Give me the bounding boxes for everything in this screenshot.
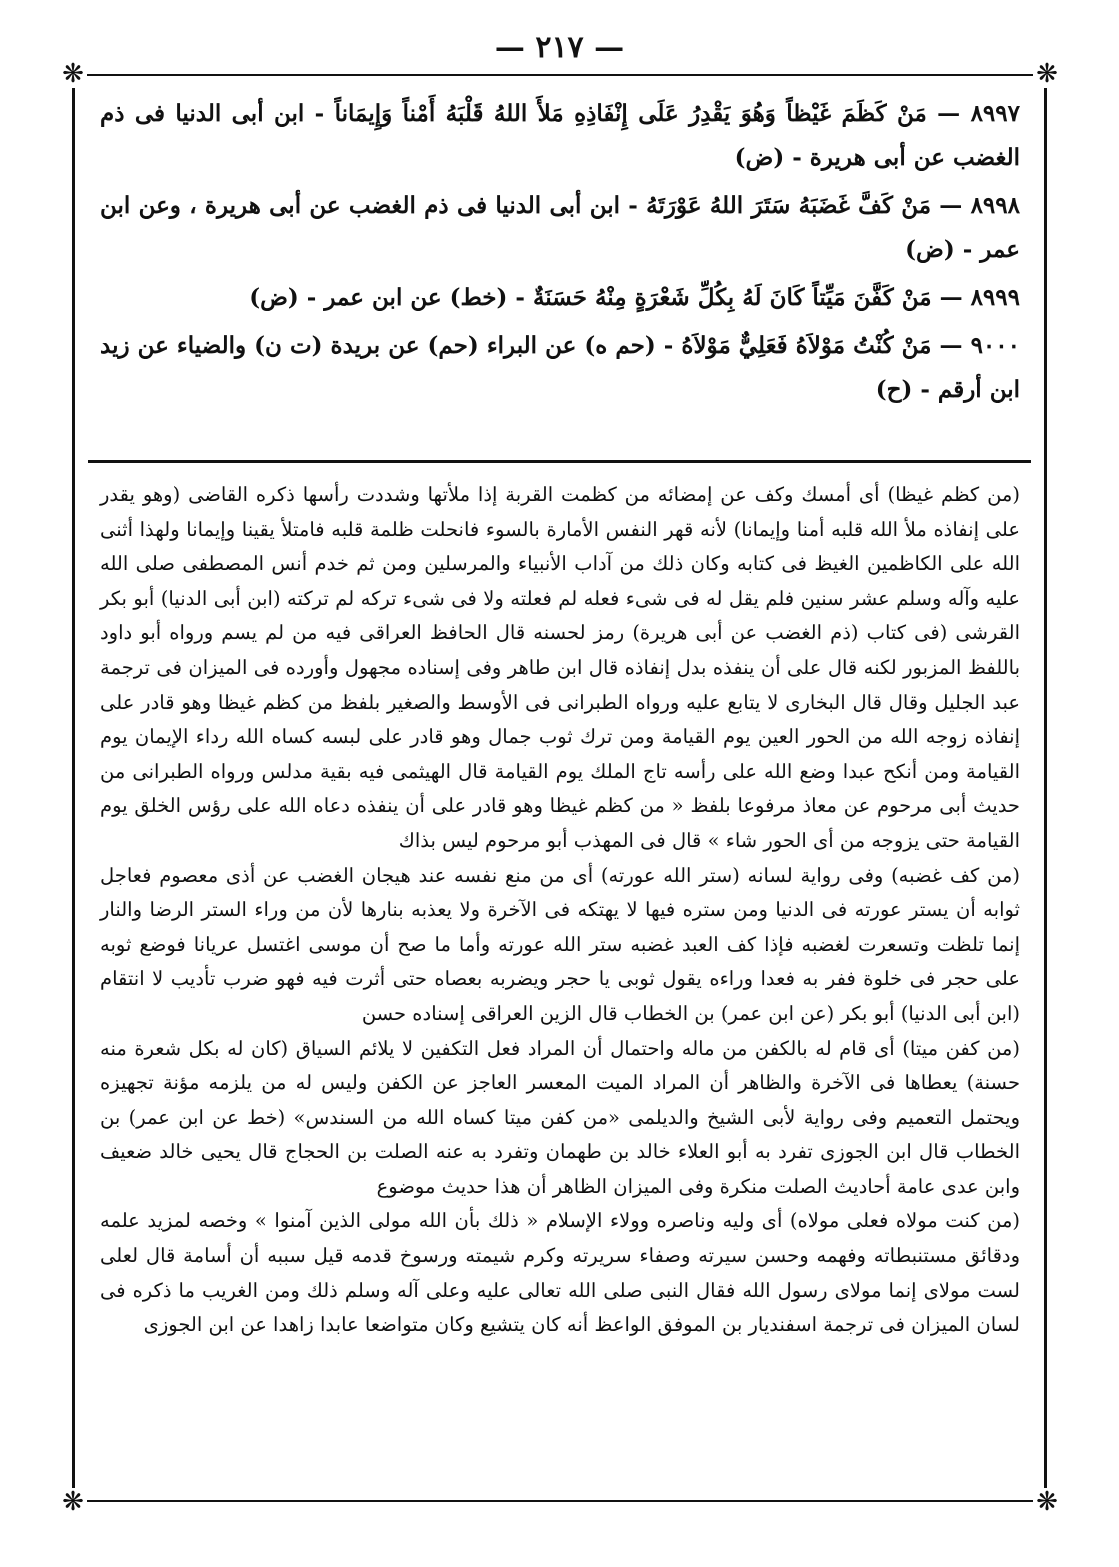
- hadith-number: ٨٩٩٧: [970, 100, 1020, 127]
- hadith-number: ٨٩٩٨: [970, 192, 1020, 219]
- hadith-entry: [100, 184, 1020, 272]
- hadith-text: — مَنْ كُنْتُ مَوْلاَهُ فَعَلِيٌّ مَوْلاَهُ - (حم ه) عن البراء (حم) عن بريدة (ت ن) والضياء عن زيد ابن أرقم - (ح): [100, 332, 1020, 403]
- hadith-entry: [100, 92, 1020, 180]
- section-divider: [88, 460, 1031, 463]
- corner-ornament-icon: ❋: [1033, 60, 1061, 88]
- commentary-paragraph: (من كفن ميتا) أى قام له بالكفن من ماله واحتمال أن المراد فعل التكفين لا يلائم السياق (كان له بكل شعرة منه حسنة) يعطاها فى الآخرة والظاهر أن المراد الميت المعسر العاجز عن الكفن وليس له من يلزمه مؤنة تجهيزه ويحتمل التعميم وفى رواية لأبى الشيخ والديلمى «من كفن ميتا كساه الله من السندس» (خط عن ابن عمر) بن الخطاب قال ابن الجوزى تفرد به أبو العلاء خالد بن طهمان وتفرد به عنه الصلت بن الحجاج قال يحيى خالد ضعيف وابن عدى عامة أحاديث الصلت منكرة وفى الميزان الظاهر أن هذا حديث موضوع: [100, 1036, 1021, 1198]
- hadith-entry: [100, 324, 1020, 412]
- commentary-paragraph: (من كف غضبه) وفى رواية لسانه (ستر الله عورته) أى من منع نفسه عند هيجان الغضب عن أذى معصوم فعاجل ثوابه أن يستر عورته فى الدنيا ومن ستره فيها لا يهتكه فى الآخرة ولا يعذبه بنارها لأن من وراء الستر الرضا والنار إنما تلظت وتسعرت لغضبه فإذا كف العبد غضبه ستر الله عورته وأما ما صح أن موسى اغتسل عريانا فوضع ثوبه على حجر فى خلوة ففر به فعدا وراءه يقول ثوبى يا حجر ويضربه بعصاه حتى أثرت فيه فهو ضرب تأديب لا انتقام (ابن أبى الدنيا) أبو بكر (عن ابن عمر) بن الخطاب قال الزين العراقى إسناده حسن: [100, 863, 1020, 1025]
- corner-ornament-icon: ❋: [59, 1488, 87, 1516]
- commentary-section: [100, 478, 1020, 1343]
- commentary-paragraph: (من كنت مولاه فعلى مولاه) أى وليه وناصره وولاء الإسلام « ذلك بأن الله مولى الذين آمنوا » وخصه لمزيد علمه ودقائق مستنبطاته وفهمه وحسن سيرته وصفاء سريرته وكرم شيمته ورسوخ قدمه قيل سببه أن أسامة قال لعلى لست مولاى إنما مولاى رسول الله فقال النبى صلى الله تعالى عليه وعلى آله وسلم ذلك ومن الغريب ما ذكره فى لسان الميزان فى ترجمة اسفنديار بن الموفق الواعظ أنه كان يتشيع وكان متواضعا عابدا زاهدا عن ابن الجوزى: [100, 1209, 1020, 1337]
- hadith-text: — مَنْ كَظَمَ غَيْظاً وَهُوَ يَقْدِرُ عَلَى إِنْفَاذِهِ مَلأَ اللهُ قَلْبَهُ أَمْناً وَإِيمَاناً - ابن أبى الدنيا فى ذم الغضب عن أبى هريرة - (ض): [100, 100, 1020, 171]
- corner-ornament-icon: ❋: [59, 60, 87, 88]
- hadith-list: [100, 92, 1020, 416]
- page-number: — ٢١٧ —: [494, 30, 625, 65]
- hadith-text: — مَنْ كَفَّ غَضَبَهُ سَتَرَ اللهُ عَوْرَتَهُ - ابن أبى الدنيا فى ذم الغضب عن أبى هريرة ، وعن ابن عمر - (ض): [100, 192, 1020, 263]
- commentary-paragraph: (من كظم غيظا) أى أمسك وكف عن إمضائه من كظمت القربة إذا ملأتها وشددت رأسها ذكره القاضى (وهو يقدر على إنفاذه ملأ الله قلبه أمنا وإيمانا) لأنه قهر النفس الأمارة بالسوء فانحلت ظلمة قلبه فامتلأ يقينا وإيمانا ولهذا أثنى الله على الكاظمين الغيظ فى كتابه وكان ذلك من آداب الأنبياء والمرسلين ومن ثم خدم أنس المصطفى صلى الله عليه وآله وسلم عشر سنين فلم يقل له فى شىء فعله لم فعلته ولا فى شىء تركه لم تركته (ابن أبى الدنيا) أبو بكر القرشى (فى كتاب (ذم الغضب عن أبى هريرة) رمز لحسنه قال الحافظ العراقى فيه من لم يسم ورواه أبو داود باللفظ المزبور لكنه قال على أن ينفذه بدل إنفاذه قال ابن طاهر وفى إسناده مجهول وأورده فى الميزان فى ترجمة عبد الجليل وقال قال البخارى لا يتابع عليه ورواه الطبرانى فى الأوسط والصغير بلفظ من كظم غيظا وهو قادر على إنفاذه زوجه الله من الحور العين يوم القيامة ومن ترك ثوب جمال وهو قادر على لبسه كساه الله رداء الإيمان يوم القيامة ومن أنكح عبدا وضع الله على رأسه تاج الملك يوم القيامة قال الهيثمى فيه بقية مدلس ورواه الطبرانى من حديث أبى مرحوم عن معاذ مرفوعا بلفظ « من كظم غيظا وهو قادر على أن ينفذه دعاه الله على رؤس الخلق يوم القيامة حتى يزوجه من أى الحور شاء » قال فى المهذب أبو مرحوم ليس بذاك: [100, 483, 1020, 852]
- hadith-number: ٨٩٩٩: [970, 284, 1020, 311]
- corner-ornament-icon: ❋: [1033, 1488, 1061, 1516]
- hadith-text: — مَنْ كَفَّنَ مَيِّتاً كَانَ لَهُ بِكُلِّ شَعْرَةٍ مِنْهُ حَسَنَةٌ - (خط) عن ابن عمر - (ض): [249, 284, 971, 311]
- hadith-entry: [100, 276, 1020, 320]
- hadith-number: ٩٠٠٠: [970, 332, 1020, 359]
